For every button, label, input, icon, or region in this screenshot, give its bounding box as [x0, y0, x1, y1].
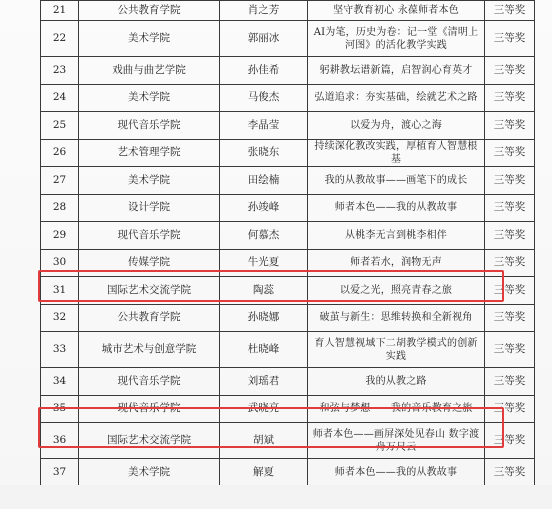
table-row — [41, 249, 535, 277]
story-title-cell: 持续深化教改实践，厚植育人智慧根基 — [308, 139, 485, 167]
row-number-cell: 21 — [41, 1, 79, 21]
person-name-cell: 陶蕊 — [220, 277, 308, 305]
award-cell: 三等奖 — [485, 368, 535, 396]
row-number-cell: 25 — [41, 112, 79, 140]
row-number-cell: 28 — [41, 194, 79, 222]
award-cell: 三等奖 — [485, 84, 535, 112]
story-title-cell: 我的从教之路 — [308, 368, 485, 396]
college-cell: 城市艺术与创意学院 — [79, 332, 220, 368]
awards-table — [40, 0, 535, 487]
story-title-cell: 师者若水，润物无声 — [308, 249, 485, 277]
person-name-cell: 李晶莹 — [220, 112, 308, 140]
row-number-cell: 32 — [41, 304, 79, 332]
award-cell: 三等奖 — [485, 194, 535, 222]
college-cell: 公共教育学院 — [79, 304, 220, 332]
person-name-cell: 马俊杰 — [220, 84, 308, 112]
college-cell: 美术学院 — [79, 84, 220, 112]
row-number-cell: 36 — [41, 423, 79, 459]
college-cell: 公共教育学院 — [79, 1, 220, 21]
table-row — [41, 395, 535, 423]
award-cell: 三等奖 — [485, 167, 535, 195]
row-number-cell: 35 — [41, 395, 79, 423]
row-number-cell: 26 — [41, 139, 79, 167]
table-row — [41, 277, 535, 305]
award-cell: 三等奖 — [485, 112, 535, 140]
story-title-cell: 从桃李无言到桃李相伴 — [308, 222, 485, 250]
row-number-cell: 31 — [41, 277, 79, 305]
table-row — [41, 21, 535, 57]
person-name-cell: 张晓东 — [220, 139, 308, 167]
award-cell: 三等奖 — [485, 277, 535, 305]
award-cell: 三等奖 — [485, 222, 535, 250]
row-number-cell: 30 — [41, 249, 79, 277]
table-row — [41, 112, 535, 140]
story-title-cell: 破茧与新生：思维转换和全新视角 — [308, 304, 485, 332]
college-cell: 设计学院 — [79, 194, 220, 222]
row-number-cell: 23 — [41, 57, 79, 85]
story-title-cell: 师者本色——画屏深处见春山 数字渡舟万尺云 — [308, 423, 485, 459]
table-row — [41, 57, 535, 85]
person-name-cell: 孙佳希 — [220, 57, 308, 85]
row-number-cell: 22 — [41, 21, 79, 57]
story-title-cell: 以爱为舟，渡心之海 — [308, 112, 485, 140]
college-cell: 美术学院 — [79, 21, 220, 57]
table-row — [41, 194, 535, 222]
award-cell: 三等奖 — [485, 249, 535, 277]
person-name-cell: 胡斌 — [220, 423, 308, 459]
college-cell: 国际艺术交流学院 — [79, 423, 220, 459]
person-name-cell: 何慕杰 — [220, 222, 308, 250]
table-row — [41, 423, 535, 459]
award-cell: 三等奖 — [485, 395, 535, 423]
college-cell: 现代音乐学院 — [79, 222, 220, 250]
awards-table-body — [41, 1, 535, 487]
story-title-cell: 师者本色——我的从教故事 — [308, 459, 485, 487]
award-cell: 三等奖 — [485, 139, 535, 167]
college-cell: 美术学院 — [79, 167, 220, 195]
story-title-cell: 躬耕教坛谱新篇，启智润心育英才 — [308, 57, 485, 85]
award-cell: 三等奖 — [485, 423, 535, 459]
table-row — [41, 222, 535, 250]
table-row — [41, 1, 535, 21]
row-number-cell: 37 — [41, 459, 79, 487]
college-cell: 国际艺术交流学院 — [79, 277, 220, 305]
story-title-cell: 育人智慧视域下二胡教学模式的创新实践 — [308, 332, 485, 368]
row-number-cell: 33 — [41, 332, 79, 368]
story-title-cell: 师者本色——我的从教故事 — [308, 194, 485, 222]
college-cell: 现代音乐学院 — [79, 368, 220, 396]
table-row — [41, 84, 535, 112]
person-name-cell: 孙晓娜 — [220, 304, 308, 332]
person-name-cell: 杜晓峰 — [220, 332, 308, 368]
row-number-cell: 34 — [41, 368, 79, 396]
table-row — [41, 368, 535, 396]
table-row — [41, 139, 535, 167]
story-title-cell: AI为笔，历史为卷：记一堂《清明上河图》的活化教学实践 — [308, 21, 485, 57]
college-cell: 美术学院 — [79, 459, 220, 487]
person-name-cell: 肖之芳 — [220, 1, 308, 21]
story-title-cell: 坚守教育初心 永葆师者本色 — [308, 1, 485, 21]
table-row — [41, 459, 535, 487]
person-name-cell: 武晓亮 — [220, 395, 308, 423]
person-name-cell: 田绘楠 — [220, 167, 308, 195]
row-number-cell: 27 — [41, 167, 79, 195]
award-cell: 三等奖 — [485, 332, 535, 368]
row-number-cell: 24 — [41, 84, 79, 112]
award-cell: 三等奖 — [485, 21, 535, 57]
award-cell: 三等奖 — [485, 1, 535, 21]
person-name-cell: 牛光夏 — [220, 249, 308, 277]
person-name-cell: 刘瑶君 — [220, 368, 308, 396]
page-bottom-margin — [0, 485, 552, 509]
row-number-cell: 29 — [41, 222, 79, 250]
story-title-cell: 以爱之光，照亮青春之旅 — [308, 277, 485, 305]
college-cell: 现代音乐学院 — [79, 395, 220, 423]
person-name-cell: 郭丽冰 — [220, 21, 308, 57]
college-cell: 戏曲与曲艺学院 — [79, 57, 220, 85]
college-cell: 艺术管理学院 — [79, 139, 220, 167]
person-name-cell: 孙竣峰 — [220, 194, 308, 222]
table-row — [41, 332, 535, 368]
award-cell: 三等奖 — [485, 57, 535, 85]
person-name-cell: 解夏 — [220, 459, 308, 487]
award-cell: 三等奖 — [485, 304, 535, 332]
table-row — [41, 304, 535, 332]
story-title-cell: 和弦与梦想——我的音乐教育之旅 — [308, 395, 485, 423]
college-cell: 现代音乐学院 — [79, 112, 220, 140]
story-title-cell: 我的从教故事——画笔下的成长 — [308, 167, 485, 195]
award-cell: 三等奖 — [485, 459, 535, 487]
table-row — [41, 167, 535, 195]
story-title-cell: 弘道追求：夯实基础，绘就艺术之路 — [308, 84, 485, 112]
college-cell: 传媒学院 — [79, 249, 220, 277]
